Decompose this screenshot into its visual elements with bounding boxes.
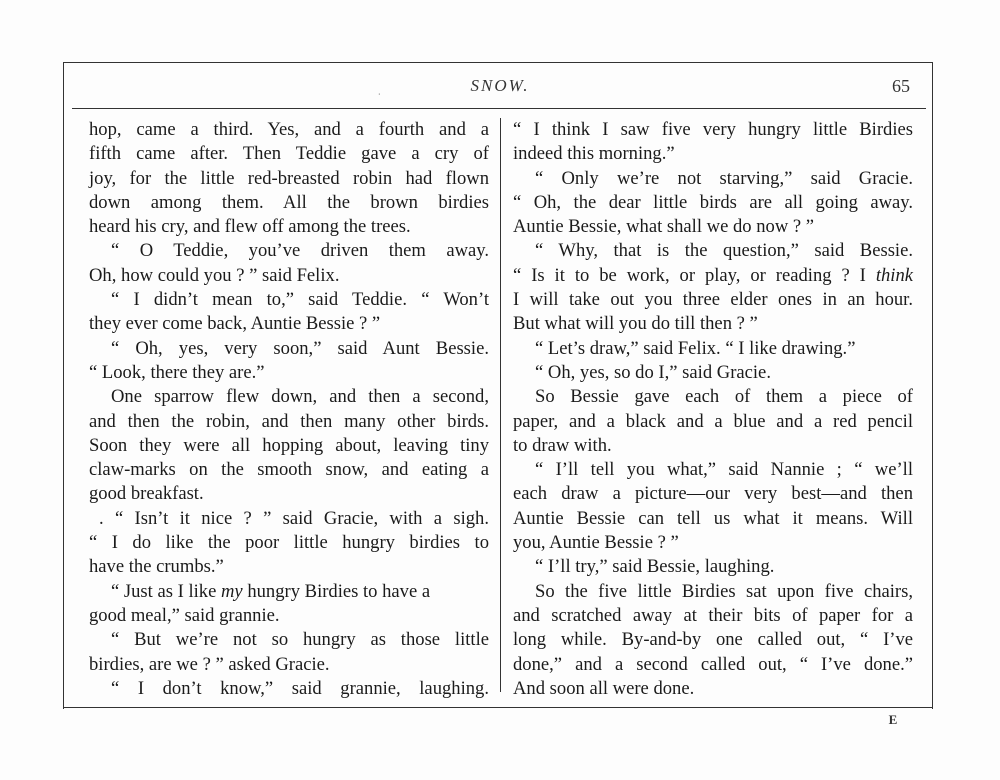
emphasis-text: think	[875, 264, 913, 286]
text-line: “ Only we’re not starving,” said Gracie.	[535, 167, 913, 189]
text-line: “ I’ll try,” said Bessie, laughing.	[535, 556, 775, 578]
text-line: to draw with.	[513, 434, 612, 456]
text-line: have the crumbs.”	[89, 556, 224, 578]
text-line: So Bessie gave each of them a piece of	[535, 386, 913, 408]
text-line: down among them. All the brown birdies	[89, 191, 489, 213]
left-column	[89, 118, 489, 701]
text-line: “ Oh, yes, very soon,” said Aunt Bessie.	[111, 337, 489, 359]
text-line: heard his cry, and flew off among the trees.	[89, 216, 411, 238]
text-line: and then the robin, and then many other birds.	[89, 410, 489, 432]
header-rule	[72, 108, 926, 109]
text-line: hop, came a third. Yes, and a fourth and a	[89, 119, 489, 140]
frame-bottom-border	[63, 707, 933, 708]
text-line: fifth came after. Then Teddie gave a cry of	[89, 143, 489, 165]
text-line: “ Why, that is the question,” said Bessie.	[535, 240, 913, 262]
text-line: paper, and a black and a blue and a red pencil	[513, 410, 913, 432]
text-line: and scratched away at their bits of paper for a	[513, 604, 913, 626]
text-line: good breakfast.	[89, 483, 204, 505]
text-line: you, Auntie Bessie ? ”	[513, 532, 679, 554]
text-line: “ I didn’t mean to,” said Teddie. “ Won’t	[111, 289, 489, 311]
text-line: “ Oh, the dear little birds are all going away.	[513, 191, 913, 213]
frame-right-border	[932, 62, 933, 709]
text-line: . “ Isn’t it nice ? ” said Gracie, with a sigh.	[99, 507, 489, 529]
text-line: joy, for the little red-breasted robin had flown	[89, 167, 489, 189]
column-divider	[500, 118, 501, 692]
signature-mark: E	[888, 712, 898, 727]
text-line: “ But we’re not so hungry as those little	[111, 629, 489, 651]
page-number: 65	[892, 76, 910, 96]
text-line: Soon they were all hopping about, leaving tiny	[89, 434, 489, 456]
text-line	[89, 580, 489, 604]
text-line: each draw a picture—our very best—and then	[513, 483, 913, 505]
text-segment: “ Is it to be work, or play, or reading ? I	[513, 264, 876, 286]
text-line: One sparrow flew down, and then a second,	[111, 386, 489, 408]
text-line: So the five little Birdies sat upon five chairs,	[535, 580, 913, 602]
text-line: Auntie Bessie can tell us what it means. Will	[513, 507, 913, 529]
right-column	[513, 118, 913, 701]
text-segment: “ Just as I like	[111, 580, 221, 602]
text-line: “ Let’s draw,” said Felix. “ I like drawing.”	[535, 337, 856, 359]
text-line: “ O Teddie, you’ve driven them away.	[111, 240, 489, 262]
text-line	[513, 264, 913, 288]
text-line: “ Look, there they are.”	[89, 361, 265, 383]
text-line: long while. By-and-by one called out, “ I’ve	[513, 629, 913, 651]
frame-left-border	[63, 62, 64, 709]
text-line: “ I think I saw five very hungry little Birdies	[513, 119, 913, 140]
text-line: done,” and a second called out, “ I’ve done.”	[513, 653, 913, 675]
text-segment: hungry Birdies to have a	[242, 580, 431, 602]
text-line: birdies, are we ? ” asked Gracie.	[89, 653, 330, 675]
print-speck: ‧	[378, 90, 381, 99]
text-line: claw-marks on the smooth snow, and eating a	[89, 459, 489, 481]
text-line: “ I do like the poor little hungry birdies to	[89, 532, 489, 554]
text-line: “ I’ll tell you what,” said Nannie ; “ we’ll	[535, 459, 913, 481]
text-line: they ever come back, Auntie Bessie ? ”	[89, 313, 381, 335]
text-line: Oh, how could you ? ” said Felix.	[89, 264, 340, 286]
running-title: SNOW.	[470, 76, 530, 95]
text-line: Auntie Bessie, what shall we do now ? ”	[513, 216, 815, 238]
text-line: good meal,” said grannie.	[89, 604, 280, 626]
text-line: indeed this morning.”	[513, 143, 675, 165]
frame-top-border	[63, 62, 933, 63]
text-line: But what will you do till then ? ”	[513, 313, 758, 335]
text-line: And soon all were done.	[513, 677, 695, 699]
emphasis-text: my	[221, 580, 243, 602]
text-line: I will take out you three elder ones in an hour.	[513, 289, 913, 311]
text-line: “ Oh, yes, so do I,” said Gracie.	[535, 361, 771, 383]
text-line: “ I don’t know,” said grannie, laughing.	[111, 677, 489, 699]
